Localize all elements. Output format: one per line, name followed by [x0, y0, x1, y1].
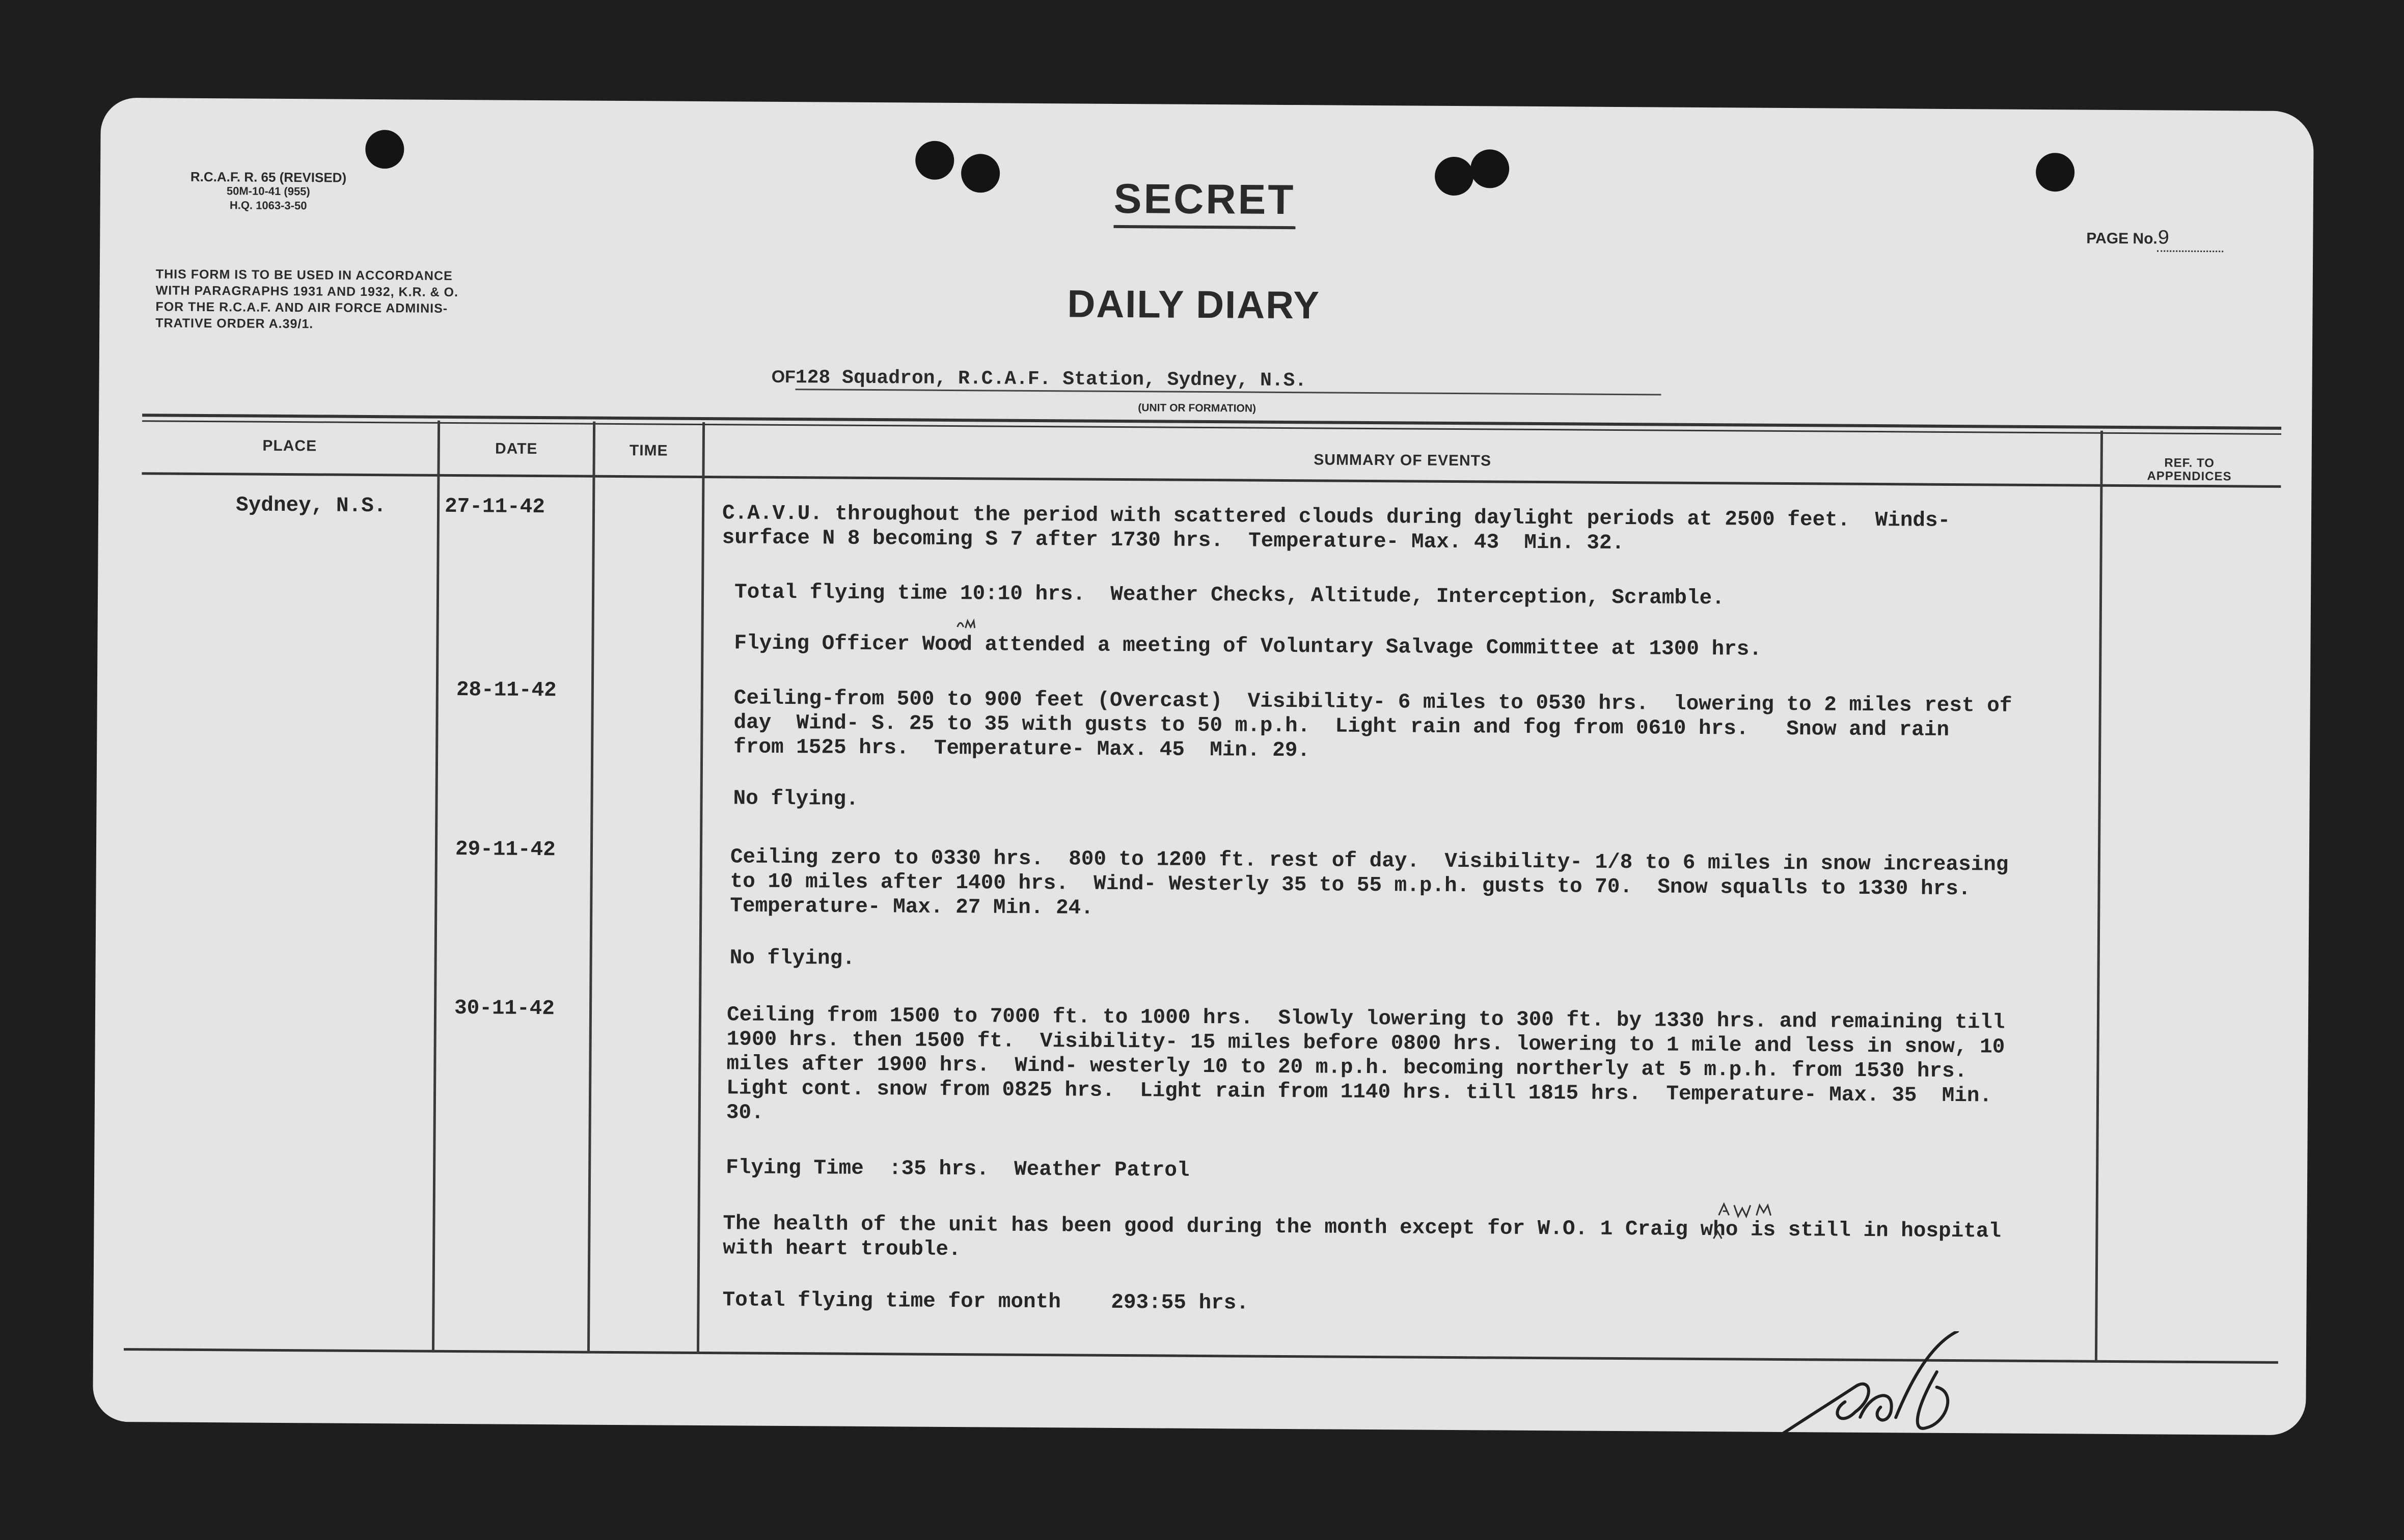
- page-number-label: PAGE No.: [2086, 230, 2157, 248]
- form-code: [156, 169, 381, 213]
- entry-line: miles after 1900 hrs. Wind- westerly 10 to 20 m.p.h. becoming northerly at 5 m.p.h. from 1530 hrs.: [726, 1052, 1968, 1084]
- page-number-value: 9: [2157, 227, 2224, 252]
- column-header-ref: [2102, 456, 2276, 484]
- unit-field: [771, 367, 1661, 396]
- date-cell: 29-11-42: [455, 838, 556, 862]
- column-header-date: DATE: [495, 440, 538, 458]
- entry-line: to 10 miles after 1400 hrs. Wind- Westerly 35 to 55 m.p.h. gusts to 70. Snow squalls to 1330 hrs.: [730, 870, 1971, 901]
- binder-hole: [1435, 157, 1473, 196]
- instructions-line: WITH PARAGRAPHS 1931 AND 1932, K.R. & O.: [155, 283, 459, 300]
- entry-line: 1900 hrs. then 1500 ft. Visibility- 15 miles before 0800 hrs. lowering to 1 mile and less in snow, 10: [726, 1028, 2005, 1059]
- entry-line: The health of the unit has been good during the month except for W.O. 1 Craig who is still in hospital: [723, 1212, 2002, 1244]
- form-code-line: R.C.A.F. R. 65 (REVISED): [190, 169, 347, 185]
- entry-line: Flying Officer Wood attended a meeting of Voluntary Salvage Committee at 1300 hrs.: [734, 631, 1762, 662]
- entry-line: No flying.: [733, 787, 859, 811]
- unit-caption: (UNIT OR FORMATION): [1138, 402, 1256, 415]
- entry-line: Flying Time :35 hrs. Weather Patrol: [726, 1156, 1190, 1182]
- form-code-line: H.Q. 1063-3-50: [229, 199, 307, 212]
- column-header-time: TIME: [629, 442, 668, 459]
- column-divider: [587, 422, 595, 1354]
- column-divider: [2095, 431, 2103, 1363]
- entry-line: 30.: [726, 1101, 764, 1125]
- instructions-line: THIS FORM IS TO BE USED IN ACCORDANCE: [155, 267, 453, 283]
- column-header-place: PLACE: [262, 437, 317, 455]
- signature: [1743, 1330, 2029, 1464]
- entry-line: with heart trouble.: [723, 1236, 961, 1262]
- page-title: DAILY DIARY: [1067, 282, 1321, 327]
- ref-line: REF. TO: [2164, 456, 2215, 471]
- binder-hole: [961, 154, 1000, 193]
- classification-stamp: SECRET: [1113, 175, 1295, 229]
- instructions-line: TRATIVE ORDER A.39/1.: [155, 316, 314, 332]
- binder-hole: [1470, 149, 1509, 188]
- entry-line: day Wind- S. 25 to 35 with gusts to 50 m.p.h. Light rain and fog from 0610 hrs. Snow and rain: [733, 711, 1950, 742]
- unit-value: 128 Squadron, R.C.A.F. Station, Sydney, N.S.: [796, 367, 1661, 395]
- header-bottom-rule: [142, 469, 2281, 488]
- column-header-summary: SUMMARY OF EVENTS: [1314, 451, 1492, 470]
- handwritten-insertion: [953, 615, 1015, 661]
- column-divider: [432, 421, 440, 1353]
- entry-line: from 1525 hrs. Temperature- Max. 45 Min. 29.: [733, 735, 1310, 763]
- entry-line: Temperature- Max. 27 Min. 24.: [730, 894, 1094, 920]
- page-number-field: [2086, 227, 2224, 253]
- entry-line: Ceiling-from 500 to 900 feet (Overcast) Visibility- 6 miles to 0530 hrs. lowering to 2 miles rest of: [733, 686, 2012, 718]
- place-cell: Sydney, N.S.: [235, 493, 387, 518]
- entry-line: C.A.V.U. throughout the period with scattered clouds during daylight periods at 2500 feet. Winds-: [722, 502, 1951, 533]
- handwritten-insertion: [1698, 1200, 1800, 1246]
- binder-hole: [365, 130, 404, 169]
- form-code-line: 50M-10-41 (955): [226, 184, 310, 198]
- ref-line: APPENDICES: [2147, 469, 2232, 484]
- entry-line: Total flying time 10:10 hrs. Weather Checks, Altitude, Interception, Scramble.: [734, 581, 1725, 611]
- diary-form-card: [93, 98, 2314, 1435]
- binder-hole: [915, 141, 954, 180]
- entry-line: No flying.: [729, 946, 855, 971]
- column-divider: [697, 422, 705, 1354]
- instructions-line: FOR THE R.C.A.F. AND AIR FORCE ADMINIS-: [155, 299, 448, 316]
- entry-line: Ceiling zero to 0330 hrs. 800 to 1200 ft. rest of day. Visibility- 1/8 to 6 miles in snow increasing: [730, 845, 2009, 877]
- form-instructions: [155, 266, 579, 334]
- entry-line: Total flying time for month 293:55 hrs.: [722, 1288, 1249, 1315]
- date-cell: 30-11-42: [454, 997, 555, 1021]
- binder-hole: [2036, 153, 2074, 191]
- date-cell: 27-11-42: [444, 494, 545, 519]
- entry-line: Ceiling from 1500 to 7000 ft. to 1000 hrs. Slowly lowering to 300 ft. by 1330 hrs. and remaining till: [726, 1003, 2005, 1035]
- entry-line: Light cont. snow from 0825 hrs. Light rain from 1140 hrs. till 1815 hrs. Temperature- Max. 35 Min.: [726, 1077, 1992, 1108]
- date-cell: 28-11-42: [456, 678, 557, 703]
- entry-line: surface N 8 becoming S 7 after 1730 hrs. Temperature- Max. 43 Min. 32.: [722, 526, 1625, 556]
- unit-prefix: OF: [771, 367, 796, 387]
